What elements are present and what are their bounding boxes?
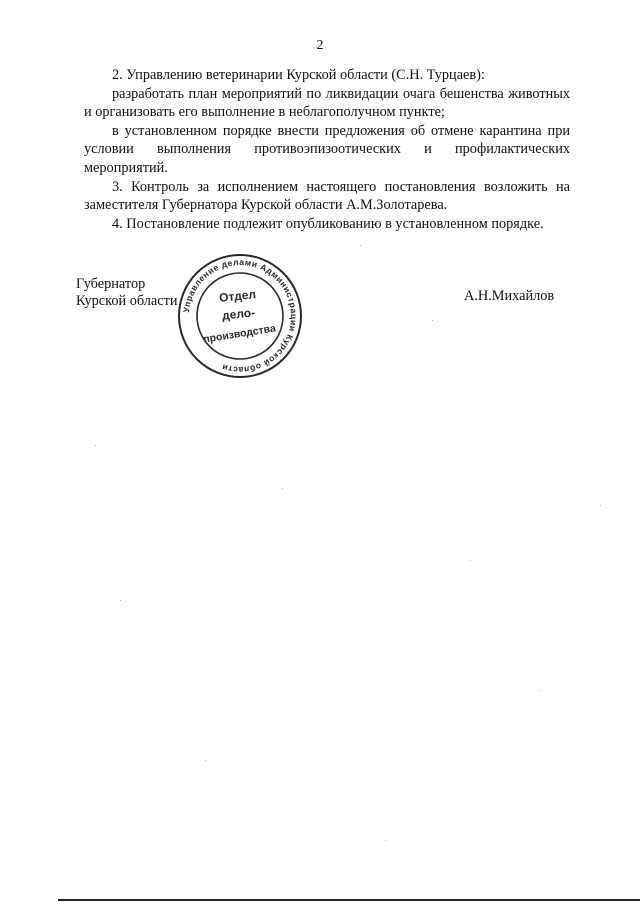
scan-speck <box>385 840 386 841</box>
signature-title-line-2: Курской области <box>76 293 178 309</box>
document-body <box>84 66 570 233</box>
scan-speck <box>432 320 433 321</box>
signature-name: А.Н.Михайлов <box>464 288 555 304</box>
paragraph-2: разработать план мероприятий по ликвидации очага бешенства животных и организовать его выполнение в неблагополучном пункте; <box>84 85 570 121</box>
paragraph-1: 2. Управлению ветеринарии Курской области (С.Н. Турцаев): <box>112 67 485 83</box>
scan-speck <box>120 600 121 601</box>
scan-bottom-line <box>58 899 640 901</box>
scan-speck <box>470 560 471 561</box>
scan-speck <box>540 690 541 691</box>
stamp-ring-textpath: Управление делами Администрации Курской области <box>181 256 300 376</box>
stamp-center-line-2: дело- <box>221 305 256 323</box>
scan-speck <box>205 760 206 761</box>
signature-title-line-1: Губернатор <box>76 276 146 292</box>
scan-speck <box>360 245 361 246</box>
office-stamp <box>176 252 304 380</box>
stamp-center-line-3: производства <box>202 322 277 346</box>
paragraph-5: 4. Постановление подлежит опубликованию в установленном порядке. <box>112 215 544 232</box>
scan-speck <box>95 445 96 446</box>
scan-speck <box>282 488 283 489</box>
scan-speck <box>600 505 601 506</box>
stamp-center-line-1: Отдел <box>218 287 257 305</box>
paragraph-3: в установленном порядке внести предложения об отмене карантина при условии выполнения противоэпизоотических и профилактических мероприятий. <box>84 122 570 176</box>
paragraph-4: 3. Контроль за исполнением настоящего постановления возложить на заместителя Губернатора Курской области А.М.Золотарева. <box>84 178 570 214</box>
signature-title <box>76 276 178 310</box>
page-number: 2 <box>316 38 324 53</box>
